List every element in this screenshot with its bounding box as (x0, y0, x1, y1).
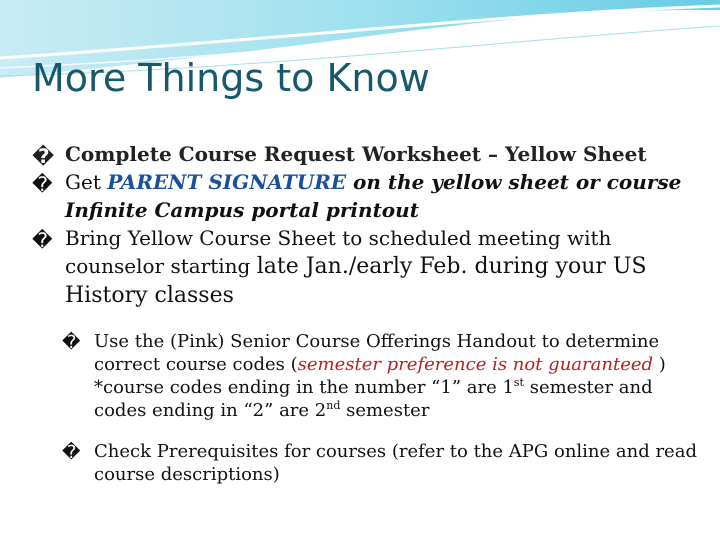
bullet-rest: late Jan./early Feb. during your US History classes (65, 254, 647, 308)
superscript-nd: nd (326, 399, 341, 412)
replacement-character-icon: � (32, 172, 53, 196)
bullet-bring-yellow-sheet (32, 224, 702, 310)
subbullet-rest: semester (340, 400, 430, 421)
subbullet-middle: ) *course codes ending in the number “1” are 1 (94, 354, 666, 398)
semester-preference-note: semester preference is not guaranteed (297, 354, 654, 375)
bullet-rest: on the yellow sheet or course Infinite Campus portal printout (65, 170, 682, 222)
replacement-character-icon: � (32, 144, 55, 168)
slide-content (32, 140, 702, 486)
superscript-st: st (513, 376, 524, 389)
bullet-prefix: Get (65, 170, 108, 194)
page-title: More Things to Know (32, 56, 430, 100)
subbullet-course-codes (32, 330, 702, 422)
subbullet-prerequisites (32, 440, 702, 486)
bullet-text: Complete Course Request Worksheet – Yellow Sheet (65, 142, 647, 166)
bullet-prefix: Bring Yellow Course Sheet to scheduled meeting with counselor starting (65, 226, 612, 278)
parent-signature-emphasis: PARENT SIGNATURE (107, 170, 347, 194)
subbullet-prefix: Use the (Pink) Senior Course Offerings Handout to determine correct course codes ( (94, 331, 660, 375)
subbullet-middle2: semester and codes ending in “2” are 2 (94, 377, 653, 421)
replacement-character-icon: � (62, 332, 81, 353)
bullet-parent-signature (32, 168, 702, 224)
bullet-complete-worksheet (32, 140, 702, 168)
replacement-character-icon: � (62, 442, 81, 463)
subbullet-text: Check Prerequisites for courses (refer to the APG online and read course descriptions) (94, 441, 697, 485)
replacement-character-icon: � (32, 228, 53, 252)
